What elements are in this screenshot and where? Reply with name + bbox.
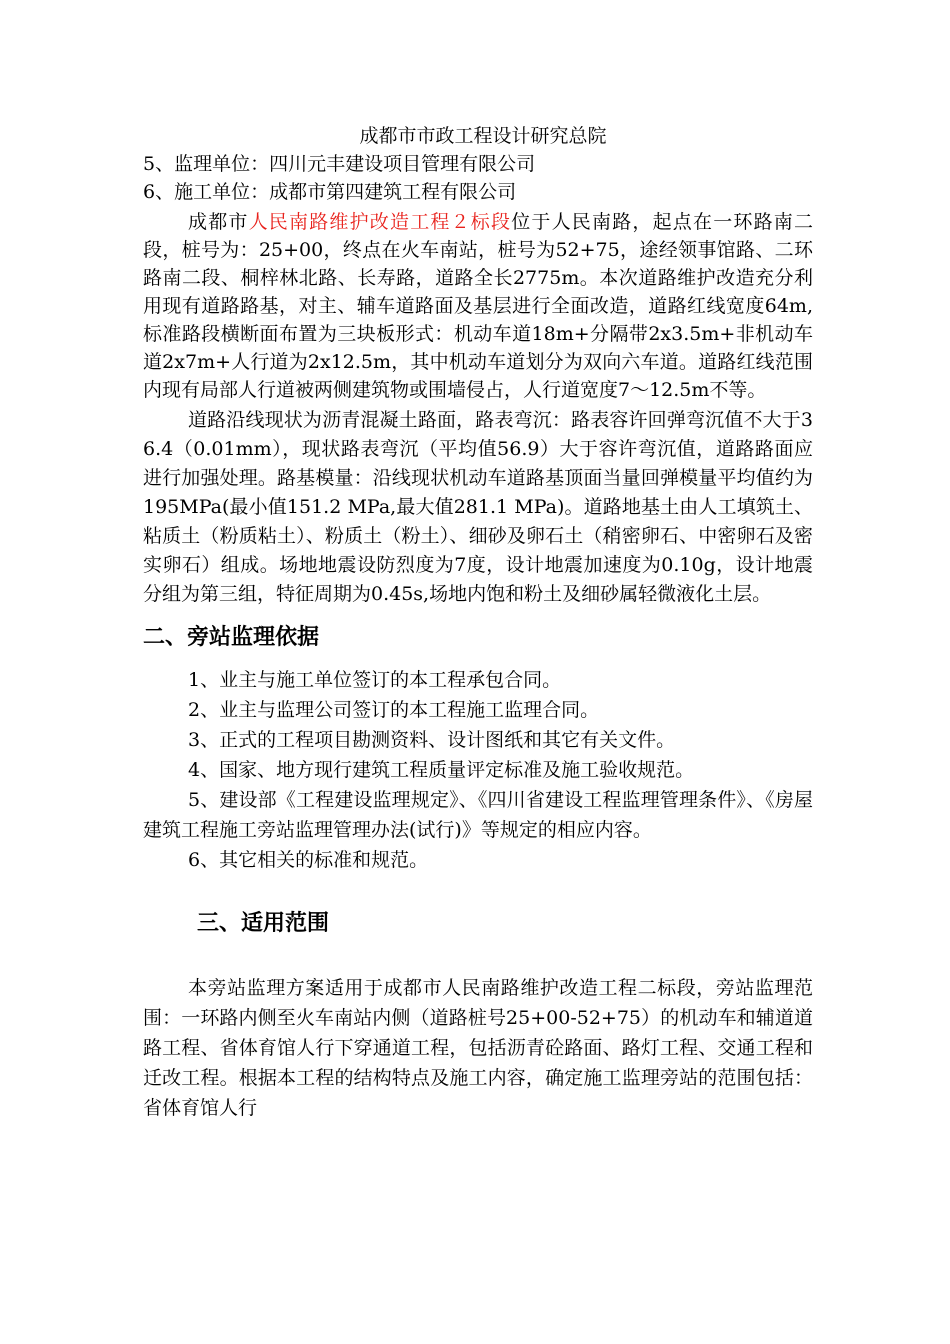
overview-paragraph-2: 道路沿线现状为沥青混凝土路面，路表弯沉：路表容许回弹弯沉值不大于36.4（0.01mm），现状路表弯沉（平均值56.9）大于容许弯沉值，道路路面应进行加强处理。路基模量：沿线现状机动车道路基顶面当量回弹模量平均值约为195MPa(最小值151.2 MPa,最大值281.1 MPa)。道路地基土由人工填筑土、粘质土（粉质粘土）、粉质土（粉土）、细砂及卵石土（稍密卵石、中密卵石及密实卵石）组成。场地地震设防烈度为7度，设计地震加速度为0.10g，设计地震分组为第三组，特征周期为0.45s,场地内饱和粉土及细砂属轻微液化土层。	[143, 409, 813, 605]
scope-paragraph: 本旁站监理方案适用于成都市人民南路维护改造工程二标段，旁站监理范围：一环路内侧至火车南站内侧（道路桩号25+00-52+75）的机动车和辅道道路工程、省体育馆人行下穿通道工程，包括沥青砼路面、路灯工程、交通工程和迁改工程。根据本工程的结构特点及施工内容，确定施工监理旁站的范围包括：省体育馆人行	[143, 977, 813, 1119]
project-name-highlight: 人民南路维护改造工程２标段	[248, 211, 512, 233]
section-2-title: 二、旁站监理依据	[143, 625, 320, 650]
basis-item-1: 1、业主与施工单位签订的本工程承包合同。	[188, 669, 562, 691]
basis-item-4: 4、国家、地方现行建筑工程质量评定标准及施工验收规范。	[188, 759, 695, 781]
basis-item-3: 3、正式的工程项目勘测资料、设计图纸和其它有关文件。	[188, 729, 676, 751]
supervision-unit: 5、监理单位：四川元丰建设项目管理有限公司	[143, 153, 536, 175]
overview-rest: 位于人民南路，起点在一环路南二段，桩号为：25+00，终点在火车南站，桩号为52+75，途经领事馆路、二环路南二段、桐梓林北路、长寿路，道路全长2775m。本次道路维护改造充分利用现有道路路基，对主、辅车道路面及基层进行全面改造，道路红线宽度64m,标准路段横断面布置为三块板形式：机动车道18m+分隔带2x3.5m+非机动车道2x7m+人行道为2x12.5m，其中机动车道划分为双向六车道。道路红线范围内现有局部人行道被两侧建筑物或围墙侵占，人行道宽度7～12.5m不等。	[143, 211, 813, 401]
section-3-title: 三、适用范围	[197, 911, 330, 936]
document-page	[143, 122, 813, 1123]
org-line: 成都市市政工程设计研究总院	[359, 125, 607, 147]
basis-item-6: 6、其它相关的标准和规范。	[188, 849, 429, 871]
construction-unit: 6、施工单位：成都市第四建筑工程有限公司	[143, 181, 517, 203]
overview-prefix: 成都市	[188, 211, 249, 233]
basis-item-5: 5、建设部《工程建设监理规定》、《四川省建设工程监理管理条件》、《房屋建筑工程施工旁站监理管理办法(试行)》等规定的相应内容。	[143, 789, 813, 841]
overview-paragraph-1	[143, 208, 813, 404]
basis-item-2: 2、业主与监理公司签订的本工程施工监理合同。	[188, 699, 600, 721]
